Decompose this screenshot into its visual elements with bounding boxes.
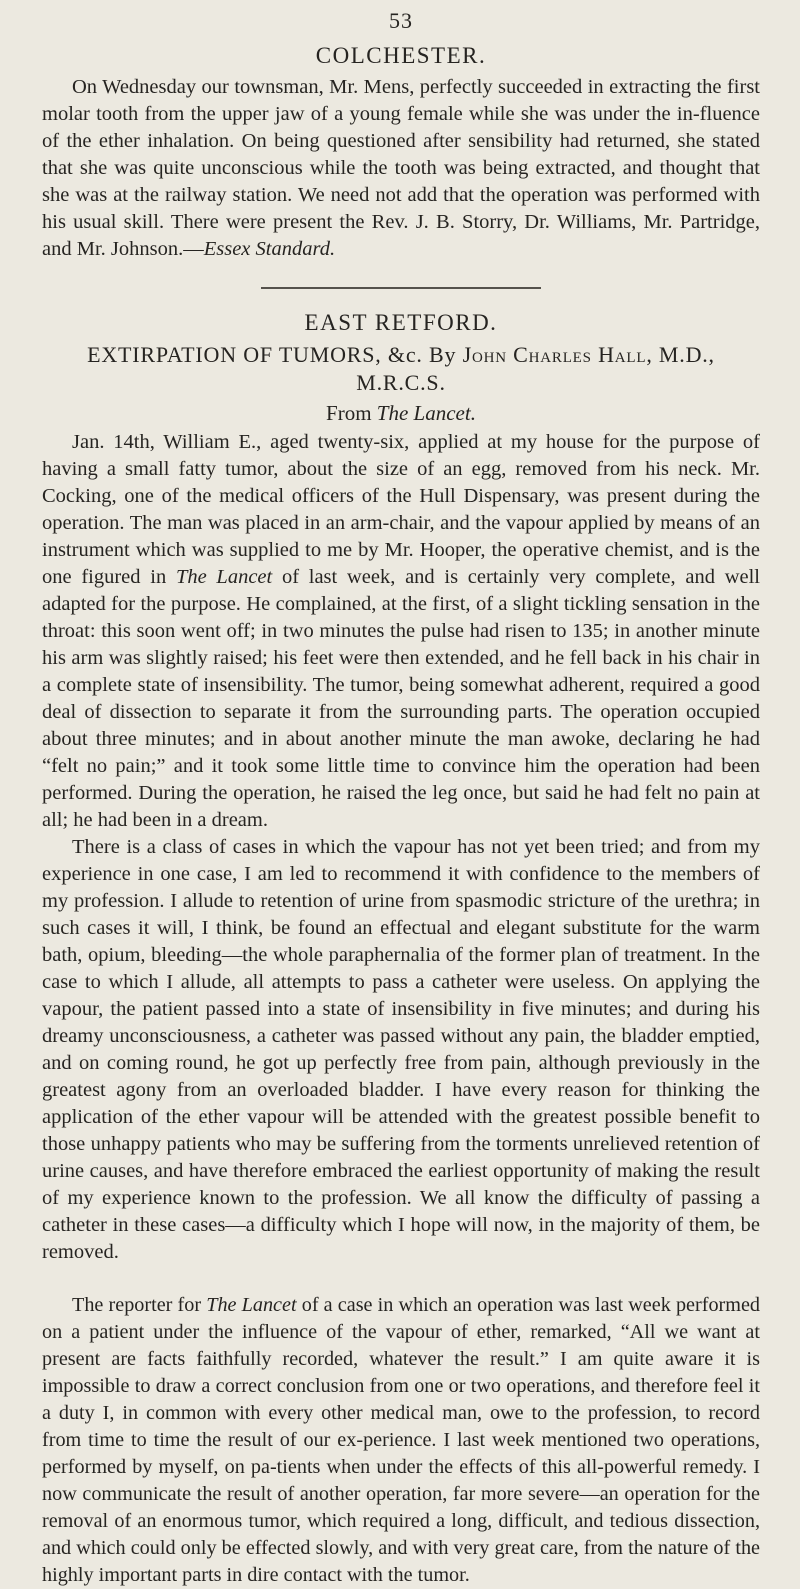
article-paragraph: There is a class of cases in which the vapour has not yet been tried; and from my experience in one case, I am led to recommend it with confidence to the members of my profession. I allude to retention of urine from spasmodic stricture of the urethra; in such cases it will, I think, be found an effectual and elegant substitute for the warm bath, opium, bleeding—the whole paraphernalia of the former plan of treatment. In the case to which I allude, all attempts to pass a catheter were useless. On applying the vapour, the patient passed into a state of insensibility in five minutes; and during his dreamy unconsciousness, a catheter was passed without any pain, the bladder emptied, and on coming round, he got up perfectly free from pain, although previously in the greatest agony from an overloaded bladder. I have every reason for thinking the application of the ether vapour will be attended with the greatest possible benefit to those unhappy patients who may be suffering from the torments unrelieved retention of urine causes, and have therefore embraced the earliest opportunity of making the result of my experience known to the profession. We all know the difficulty of passing a catheter in these cases—a difficulty which I hope will now, in the majority of them, be removed. <box>42 836 760 1263</box>
article-paragraph <box>42 1292 760 1589</box>
source-prefix: From <box>326 401 372 425</box>
article-paragraph <box>42 429 760 834</box>
article-heading: COLCHESTER. <box>315 43 487 68</box>
subheading-title: EXTIRPATION OF TUMORS, &c. <box>87 342 423 367</box>
paragraph-text: of last week, and is certainly very complete, and well adapted for the purpose. He complained, at the first, of a slight tickling sensation in the throat: this soon went off; in two minutes the pulse had risen to 135; in another minute his arm was slightly raised; his feet were then extended, and he fell back in his chair in a complete state of insensibility. The tumor, being somewhat adherent, required a good deal of dissection to separate it from the surrounding parts. The operation occupied about three minutes; and in about another minute the man awoke, declaring he had “felt no pain;” and it took some little time to convince him the operation had been performed. During the operation, he raised the leg once, but said he had felt no pain at all; he had been in a dream. <box>42 566 761 831</box>
inline-title: The Lancet <box>206 1294 297 1316</box>
subheading-by: By <box>429 342 457 367</box>
article-subheading <box>42 341 760 397</box>
source-line <box>42 399 760 427</box>
author-name: John Charles Hall <box>462 342 647 367</box>
paragraph-text: The reporter for <box>72 1294 202 1316</box>
paragraph-text: On Wednesday our townsman, Mr. Mens, perfectly succeeded in extracting the first molar tooth from the upper jaw of a young female while she was under the in-fluence of the ether inhalation. On being questioned after sensibility had returned, she stated that she was quite unconscious while the tooth was being extracted, and thought that she was at the railway station. We need not add that the operation was performed with his usual skill. There were present the Rev. J. B. Storry, Dr. Williams, Mr. Partridge, and Mr. Johnson.— <box>42 76 760 260</box>
article-paragraph <box>42 74 760 263</box>
paragraph-text: Jan. 14th, William E., aged twenty-six, applied at my house for the purpose of having a small fatty tumor, about the size of an egg, removed from his neck. Mr. Cocking, one of the medical officers of the Hull Dispensary, was present during the operation. The man was placed in an arm-chair, and the vapour applied by means of an instrument which was supplied to me by Mr. Hooper, the operative chemist, and is the one figured in <box>42 431 760 588</box>
inline-title: The Lancet <box>175 566 273 588</box>
source-name: The Lancet. <box>376 401 476 425</box>
paragraph-gap <box>42 1266 760 1292</box>
author-degrees: , M.D., M.R.C.S. <box>356 342 715 395</box>
article-heading: EAST RETFORD. <box>304 310 498 335</box>
paragraph-text: of a case in which an operation was last week performed on a patient under the influence of the vapour of ether, remarked, “All we want at present are facts faithfully recorded, whatever the result.” I am quite aware it is impossible to draw a correct conclusion from one or two operations, and therefore feel it a duty I, in common with every other medical man, owe to the profession, to record from time to time the result of our ex-perience. I last week mentioned two operations, performed by myself, on pa-tients when under the effects of this all-powerful remedy. I now communicate the result of another operation, far more severe—an operation for the removal of an enormous tumor, which required a long, difficult, and tedious dissection, and which could only be effected slowly, and with very great care, from the nature of the highly important parts in dire contact with the tumor. <box>42 1294 761 1586</box>
section-divider <box>261 287 541 289</box>
article-colchester <box>42 42 760 263</box>
source-citation: Essex Standard. <box>203 238 336 260</box>
page-number: 53 <box>389 8 413 33</box>
article-east-retford <box>42 309 760 1589</box>
